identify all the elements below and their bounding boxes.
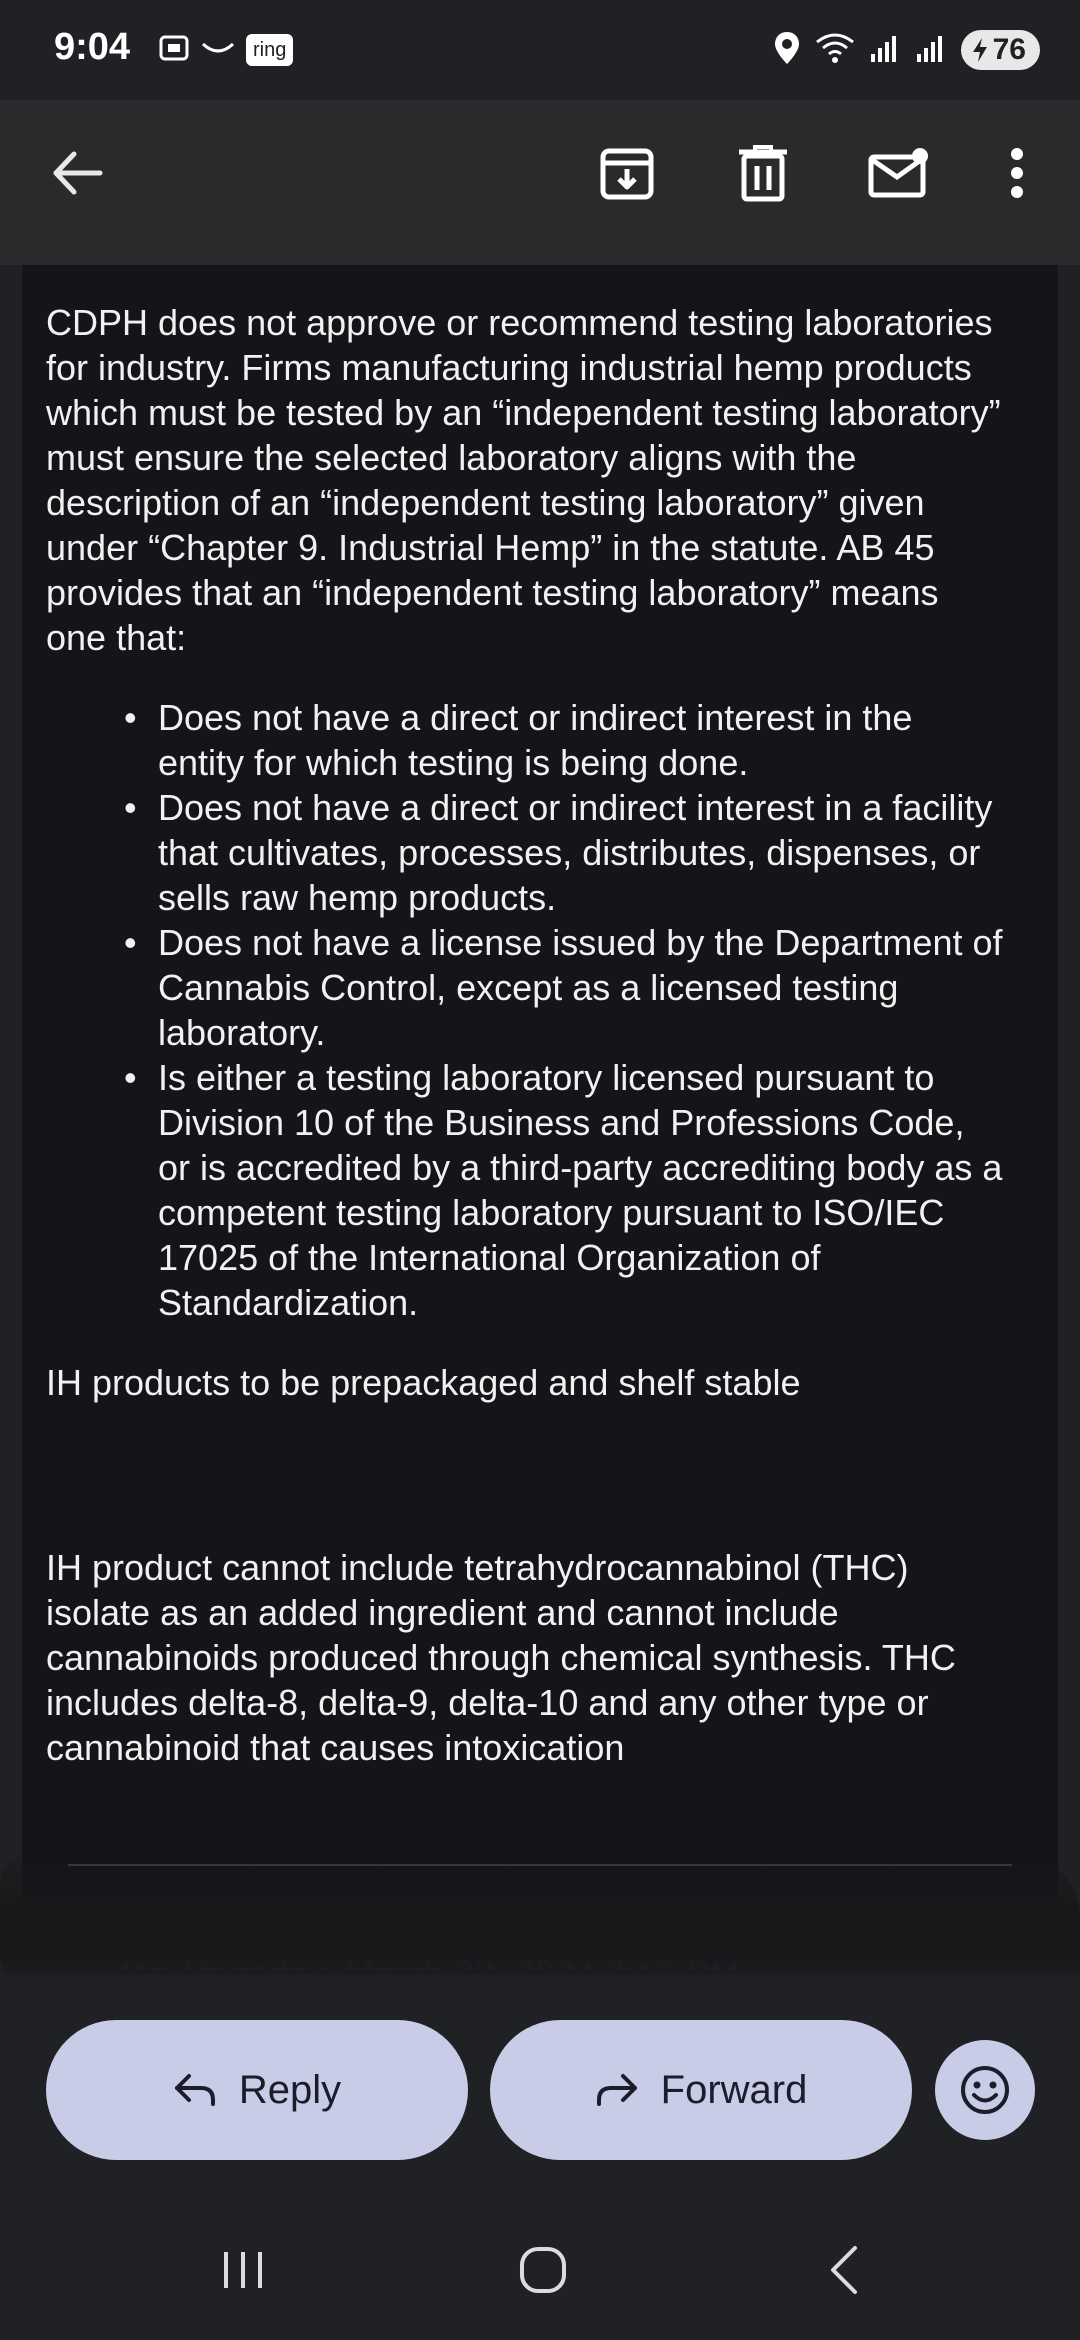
requirements-list <box>46 695 1006 1325</box>
forward-label: Forward <box>660 2067 808 2112</box>
intro-paragraph: CDPH does not approve or recommend testing laboratories for industry. Firms manufacturing industrial hemp products which must be tested by an “independent testing laboratory” must ensure the selected laboratory aligns with the description of an “independent testing laboratory” given under “Chapter 9. Industrial Hemp” in the statute. AB 45 provides that an “independent testing laboratory” means one that: <box>46 302 1001 658</box>
status-bar <box>0 0 1080 100</box>
forward-button[interactable] <box>490 2020 912 2160</box>
recent-apps-icon[interactable] <box>198 2235 288 2305</box>
list-item: • Is either a testing laboratory licensed pursuant to Division 10 of the Business and Professions Code, or is accredited by a third-party accrediting body as a competent testing laboratory pursuant to ISO/IEC 17025 of the International Organization of Standardization. <box>158 1055 1006 1325</box>
screenshot-icon <box>158 32 190 69</box>
home-icon[interactable] <box>498 2235 588 2305</box>
back-arrow-icon[interactable] <box>42 138 112 208</box>
reply-icon <box>173 2072 217 2108</box>
redaction-scribble <box>0 1855 1080 1995</box>
prepackaged-paragraph: IH products to be prepackaged and shelf stable <box>46 1362 801 1403</box>
trash-icon[interactable] <box>728 138 798 208</box>
status-right-icons <box>773 28 1040 72</box>
mark-unread-icon[interactable] <box>864 138 934 208</box>
reply-label: Reply <box>238 2067 342 2112</box>
more-vert-icon[interactable] <box>982 138 1052 208</box>
status-left-icons <box>158 30 293 70</box>
thc-paragraph: IH product cannot include tetrahydrocannabinol (THC) isolate as an added ingredient and cannot include cannabinoids produced through chemical synthesis. THC includes delta-8, delta-9, delta-10 and any other type or cannabinoid that causes intoxication <box>46 1547 956 1768</box>
wifi-icon <box>815 32 855 69</box>
ring-app-icon: ring <box>246 34 293 66</box>
list-item: • Does not have a direct or indirect interest in the entity for which testing is being done. <box>158 695 1006 785</box>
email-toolbar <box>0 100 1080 265</box>
signal-icon-1 <box>869 32 901 69</box>
battery-indicator <box>961 30 1040 70</box>
battery-level: 76 <box>992 33 1026 66</box>
emoji-reaction-button[interactable] <box>935 2040 1035 2140</box>
back-nav-icon[interactable] <box>800 2235 890 2305</box>
status-time: 9:04 <box>54 26 131 68</box>
system-nav-bar <box>0 2200 1080 2340</box>
archive-icon[interactable] <box>592 138 662 208</box>
reply-button[interactable] <box>46 2020 468 2160</box>
email-body <box>46 300 1006 1770</box>
list-item: • Does not have a direct or indirect interest in a facility that cultivates, processes, distributes, dispenses, or sells raw hemp products. <box>158 785 1006 920</box>
signal-icon-2 <box>915 32 947 69</box>
charging-icon <box>971 37 989 63</box>
smile-link-icon <box>200 38 236 63</box>
location-icon <box>773 30 801 71</box>
forward-icon <box>595 2072 639 2108</box>
smiley-icon <box>959 2064 1011 2116</box>
list-item: • Does not have a license issued by the Department of Cannabis Control, except as a licensed testing laboratory. <box>158 920 1006 1055</box>
